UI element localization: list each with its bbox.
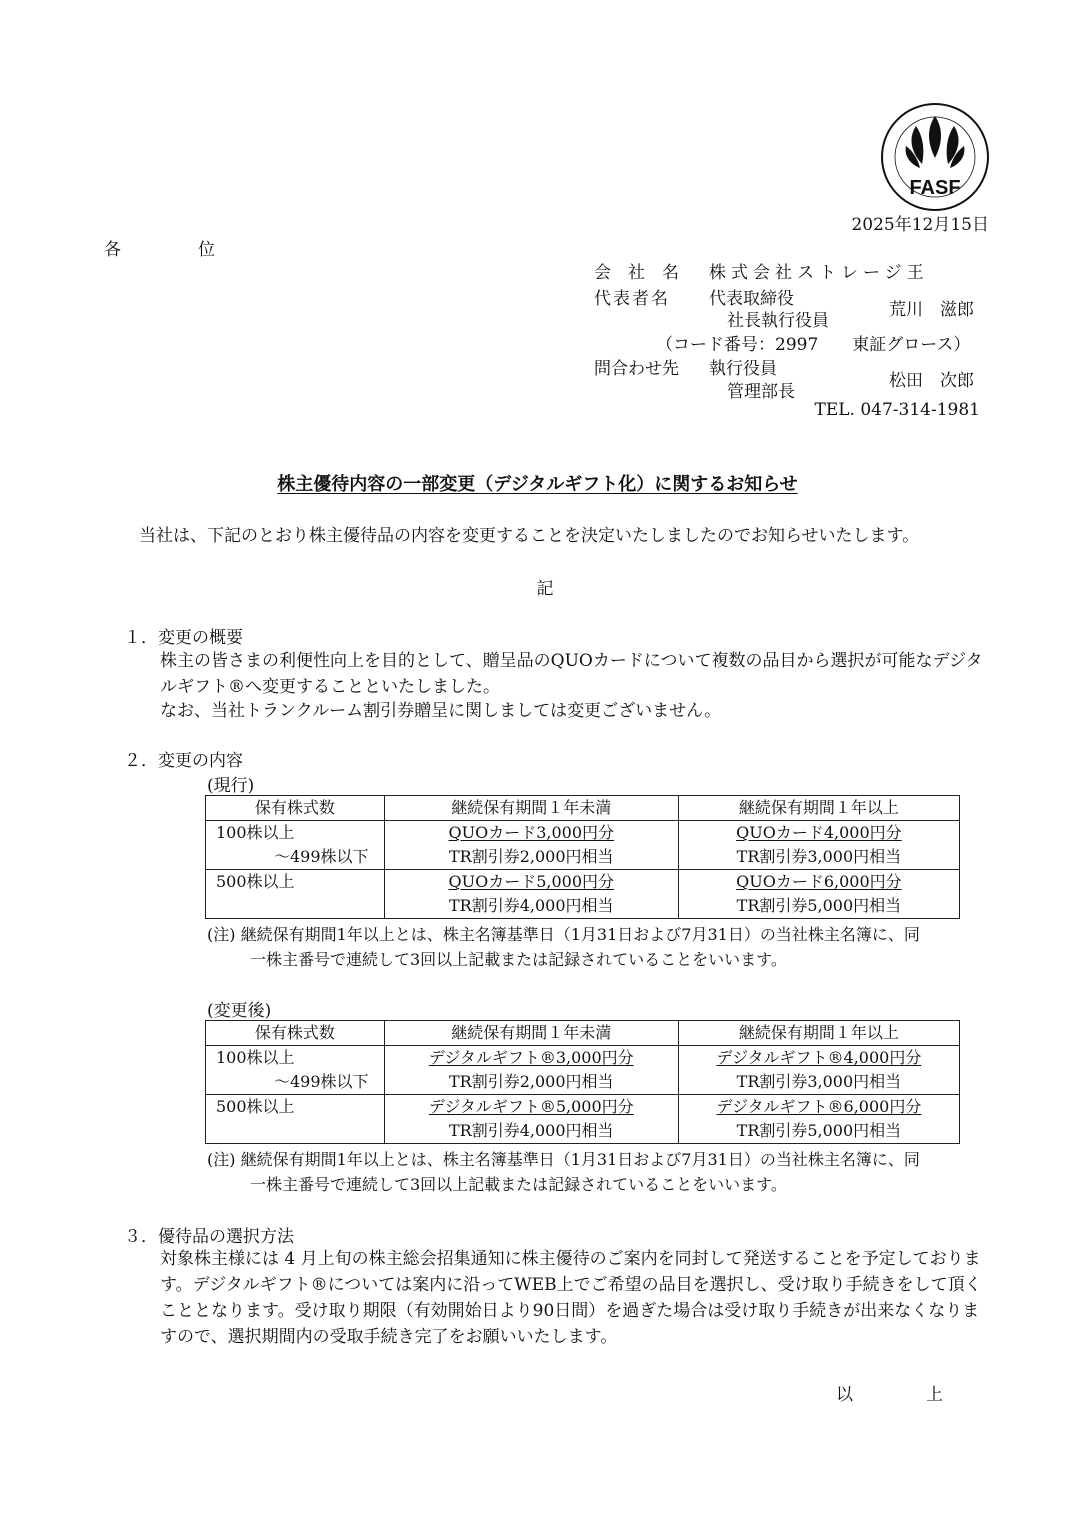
representative-title-1: 代表取締役 — [709, 289, 794, 309]
benefit-digital-gift: デジタルギフト®5,000円分 — [428, 1097, 634, 1116]
intro-text: 当社は、下記のとおり株主優待品の内容を変更することを決定いたしましたのでお知らせいたします。 — [139, 526, 920, 546]
benefit-quo: QUOカード4,000円分 — [736, 823, 902, 842]
current-table-note: (注) 継続保有期間1年以上とは、株主名簿基準日（1月31日および7月31日）の当社株主名簿に、同 一株主番号で連続して3回以上記載または記録されていることをいいます。 — [207, 925, 920, 969]
header-over-1yr: 継続保有期間１年以上 — [678, 1021, 959, 1046]
new-table-note: (注) 継続保有期間1年以上とは、株主名簿基準日（1月31日および7月31日）の当社株主名簿に、同 一株主番号で連続して3回以上記載または記録されていることをいいます。 — [207, 1150, 920, 1194]
table-row — [206, 1095, 960, 1144]
fasf-logo — [880, 102, 990, 212]
after-label: (変更後) — [207, 1001, 272, 1021]
representative-name: 荒川 滋郎 — [889, 300, 974, 320]
benefit-tr: TR割引券4,000円相当 — [448, 1121, 614, 1140]
section-3-heading: ３．優待品の選択方法 — [124, 1227, 294, 1247]
benefit-quo: QUOカード5,000円分 — [448, 872, 615, 891]
benefit-tr: TR割引券3,000円相当 — [736, 1072, 902, 1091]
table-header-row — [206, 796, 960, 821]
current-benefits-table — [205, 795, 960, 919]
new-benefits-table — [205, 1020, 960, 1144]
benefit-digital-gift: デジタルギフト®3,000円分 — [428, 1048, 634, 1067]
section-1-body: 株主の皆さまの利便性向上を目的として、贈呈品のQUOカードについて複数の品目から選択が可能なデジタルギフト®へ変更することといたしました。 — [160, 651, 983, 697]
header-shares: 保有株式数 — [206, 1021, 385, 1046]
shares-min: 100株以上 — [216, 1048, 295, 1067]
benefit-quo: QUOカード3,000円分 — [448, 823, 615, 842]
ki-marker: 記 — [536, 579, 554, 599]
section-1-heading: １．変更の概要 — [124, 628, 243, 648]
benefit-digital-gift: デジタルギフト®6,000円分 — [716, 1097, 922, 1116]
current-label: (現行) — [207, 776, 255, 796]
benefit-tr: TR割引券4,000円相当 — [448, 896, 614, 915]
shares-min: 500株以上 — [216, 872, 295, 891]
contact-title-1: 執行役員 — [709, 359, 777, 379]
header-under-1yr: 継続保有期間１年未満 — [384, 1021, 678, 1046]
shares-max: ～499株以下 — [274, 1072, 369, 1091]
telephone: TEL. 047-314-1981 — [814, 400, 980, 420]
benefit-tr: TR割引券5,000円相当 — [736, 1121, 902, 1140]
header-under-1yr: 継続保有期間１年未満 — [384, 796, 678, 821]
document-date: 2025年12月15日 — [851, 215, 989, 235]
addressee: 各 位 — [104, 240, 245, 260]
benefit-quo: QUOカード6,000円分 — [736, 872, 902, 891]
document-title: 株主優待内容の一部変更（デジタルギフト化）に関するお知らせ — [277, 474, 798, 495]
section-3-body: 対象株主様には 4 月上旬の株主総会招集通知に株主優待のご案内を同封して発送することを予定しております。デジタルギフト®については案内に沿ってWEB上でご希望の品目を選択し、受け取り手続きをして頂くこととなります。受け取り期限（有効開始日より90日間）を過ぎた場合は受け取り手続きが出来なくなりますので、選択期間内の受取手続き完了をお願いいたします。 — [160, 1249, 982, 1347]
company-name-label: 会 社 名 — [594, 263, 679, 283]
table-header-row — [206, 1021, 960, 1046]
header-over-1yr: 継続保有期間１年以上 — [678, 796, 959, 821]
contact-title-2: 管理部長 — [727, 382, 795, 402]
shares-min: 500株以上 — [216, 1097, 295, 1116]
benefit-digital-gift: デジタルギフト®4,000円分 — [716, 1048, 922, 1067]
benefit-tr: TR割引券2,000円相当 — [448, 847, 614, 866]
section-1-note: なお、当社トランクルーム割引券贈呈に関しましては変更ございません。 — [160, 701, 722, 721]
stock-code: （コード番号：2997 東証グロース） — [656, 335, 971, 355]
benefit-tr: TR割引券5,000円相当 — [736, 896, 902, 915]
representative-title-2: 社長執行役員 — [727, 311, 829, 331]
table-row — [206, 870, 960, 919]
contact-name: 松田 次郎 — [889, 371, 974, 391]
company-name: 株式会社ストレージ王 — [709, 263, 929, 283]
svg-text:FASF: FASF — [909, 177, 961, 199]
section-2-heading: ２．変更の内容 — [124, 751, 243, 771]
benefit-tr: TR割引券3,000円相当 — [736, 847, 902, 866]
table-row — [206, 1046, 960, 1095]
benefit-tr: TR割引券2,000円相当 — [448, 1072, 614, 1091]
shares-min: 100株以上 — [216, 823, 295, 842]
header-shares: 保有株式数 — [206, 796, 385, 821]
closing-mark: 以 上 — [836, 1385, 971, 1405]
representative-label: 代表者名 — [594, 289, 670, 309]
table-row — [206, 821, 960, 870]
shares-max: ～499株以下 — [274, 847, 369, 866]
contact-label: 問合わせ先 — [594, 359, 679, 379]
